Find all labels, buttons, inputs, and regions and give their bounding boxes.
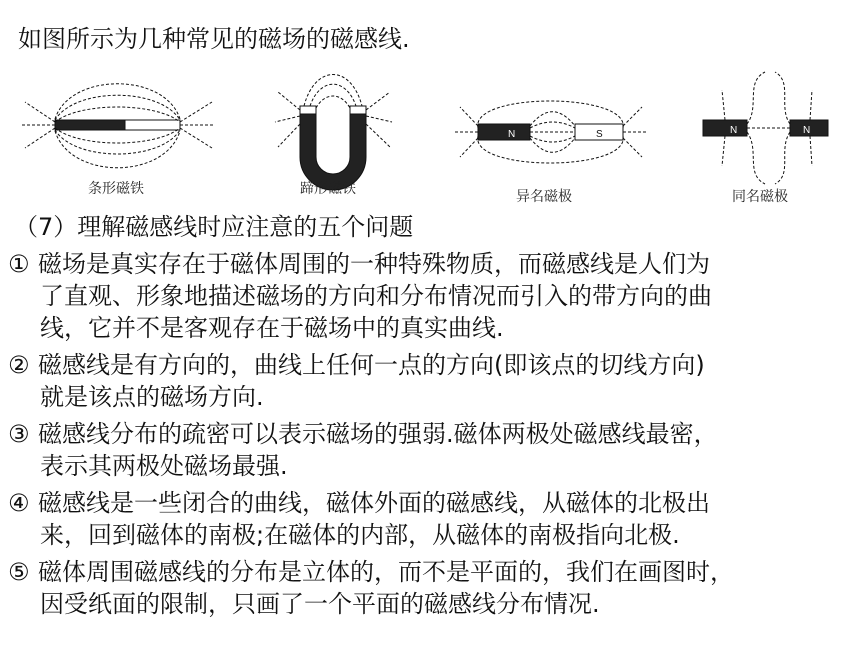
caption-u-magnet: 蹄形磁铁 (300, 181, 356, 197)
list-item (8, 418, 856, 482)
pole-label-n-2: N (803, 125, 811, 136)
opposite-poles-field-diagram (455, 101, 648, 163)
item-line: 磁感线是一些闭合的曲线，磁体外面的磁感线，从磁体的北极出 (38, 489, 710, 517)
caption-bar-magnet: 条形磁铁 (88, 181, 144, 197)
item-line: 表示其两极处磁场最强. (40, 452, 288, 480)
u-magnet-field-diagram (275, 75, 392, 191)
item-line: 来，回到磁体的南极;在磁体的内部，从磁体的南极指向北极. (40, 521, 680, 549)
pole-label-n-left: N (508, 129, 516, 140)
bar-magnet-field-diagram (22, 84, 215, 168)
section-heading: （7）理解磁感线时应注意的五个问题 (14, 213, 414, 241)
item-number: ② (8, 351, 30, 379)
item-number: ③ (8, 420, 30, 448)
item-line: 因受纸面的限制，只画了一个平面的磁感线分布情况. (40, 590, 600, 618)
caption-opposite-poles: 异名磁极 (516, 189, 572, 205)
pole-label-s: S (596, 129, 603, 140)
item-line: 磁感线分布的疏密可以表示磁场的强弱.磁体两极处磁感线最密， (38, 420, 718, 448)
list-item (8, 556, 856, 620)
intro-text: 如图所示为几种常见的磁场的磁感线. (18, 25, 410, 53)
magnetic-field-figures (0, 62, 860, 212)
item-line: 磁感线是有方向的，曲线上任何一点的方向(即该点的切线方向) (38, 351, 705, 379)
list-item (8, 487, 856, 551)
caption-like-poles: 同名磁极 (732, 189, 788, 205)
item-line: 磁场是真实存在于磁体周围的一种特殊物质，而磁感线是人们为 (38, 250, 710, 278)
item-line: 线，它并不是客观存在于磁场中的真实曲线. (40, 314, 504, 342)
item-line: 就是该点的磁场方向. (40, 383, 264, 411)
item-number: ④ (8, 489, 30, 517)
item-number: ① (8, 250, 30, 278)
list-item (8, 349, 856, 413)
pole-label-n-1: N (730, 125, 738, 136)
item-line: 磁体周围磁感线的分布是立体的，而不是平面的，我们在画图时， (38, 558, 734, 586)
item-line: 了直观、形象地描述磁场的方向和分布情况而引入的带方向的曲 (40, 282, 712, 310)
item-number: ⑤ (8, 558, 30, 586)
list-item (8, 248, 856, 344)
